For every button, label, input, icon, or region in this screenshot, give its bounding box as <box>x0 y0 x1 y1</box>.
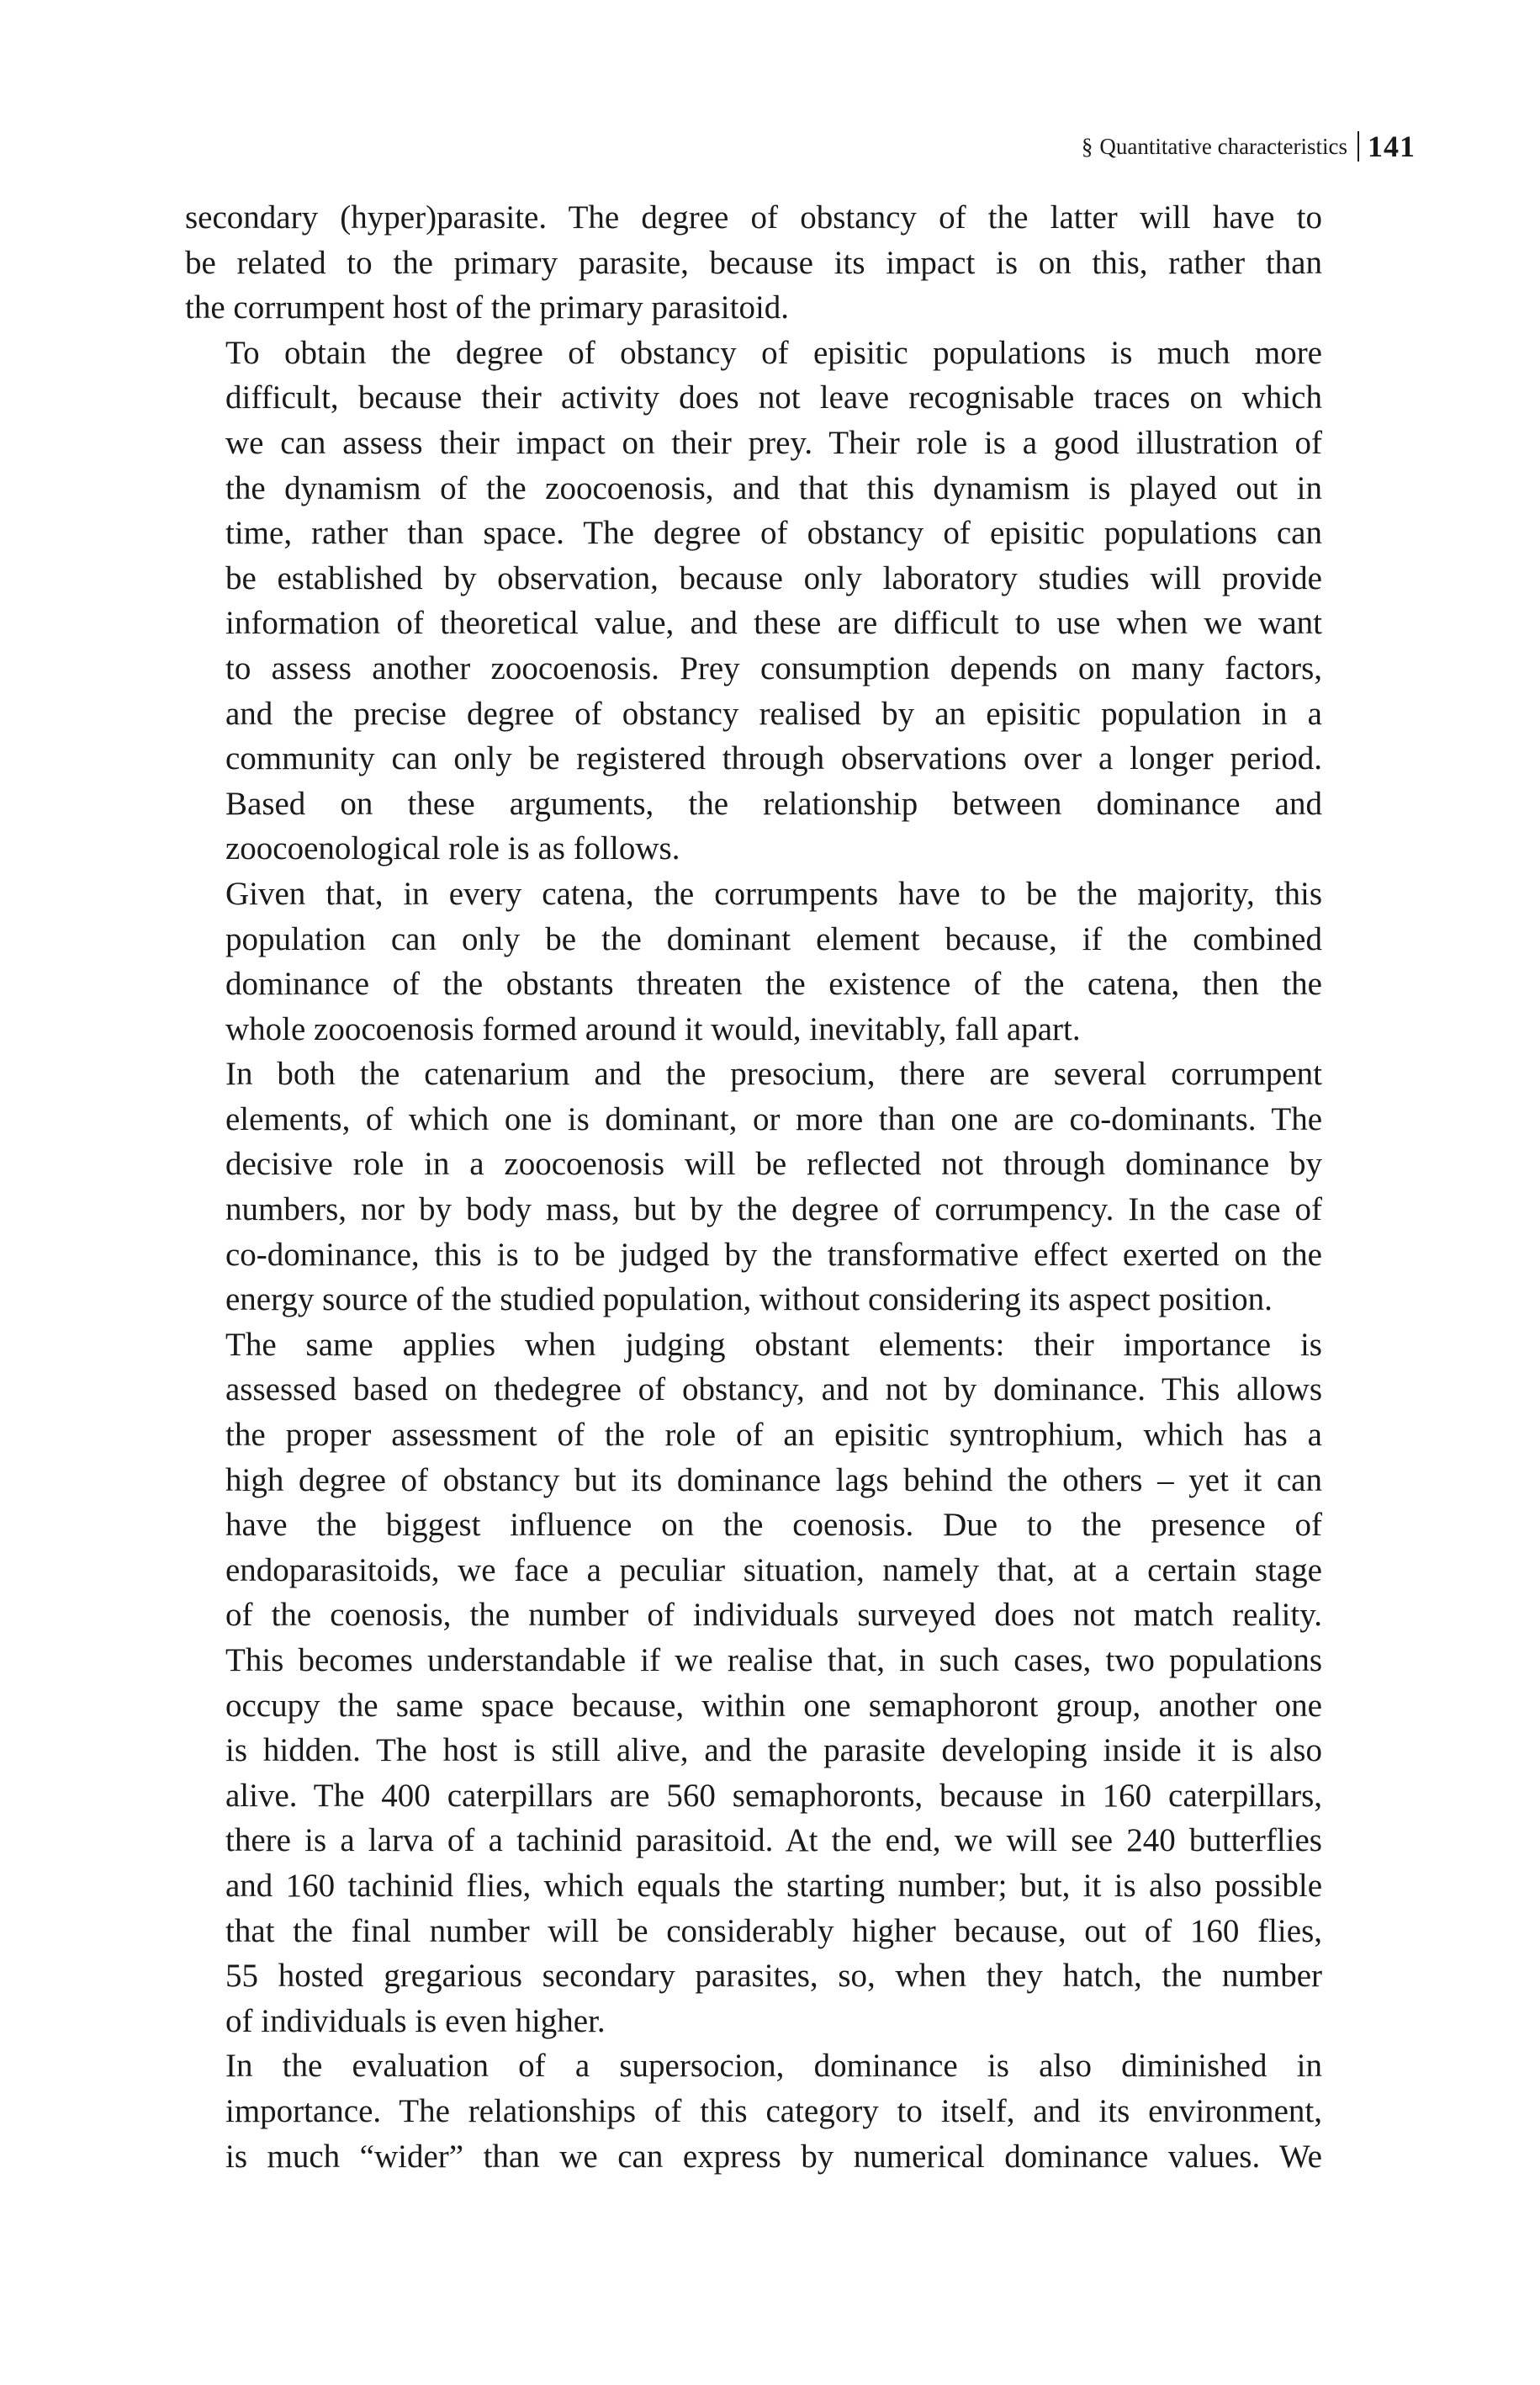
text-line: population can only be the dominant element because, if the combined <box>225 920 1322 957</box>
text-line: Given that, in every catena, the corrumpents have to be the majority, this <box>225 875 1322 912</box>
section-mark: § <box>1081 134 1093 159</box>
text-line: decisive role in a zoocoenosis will be reflected not through dominance by <box>225 1146 1322 1183</box>
text-line: difficult, because their activity does not leave recognisable traces on which <box>225 379 1322 416</box>
text-line: time, rather than space. The degree of obstancy of episitic populations can <box>225 515 1322 552</box>
text-line: 55 hosted gregarious secondary parasites, so, when they hatch, the number <box>225 1958 1322 1995</box>
text-line: of individuals is even higher. <box>225 2002 606 2039</box>
text-line: Based on these arguments, the relationship between dominance and <box>225 785 1322 822</box>
body-text <box>185 195 1322 2179</box>
page-number: 141 <box>1368 130 1416 163</box>
paragraph <box>185 1322 1322 2044</box>
text-line: we can assess their impact on their prey. Their role is a good illustration of <box>225 424 1322 461</box>
text-line: community can only be registered through observations over a longer period. <box>225 740 1322 777</box>
text-line: high degree of obstancy but its dominance lags behind the others – yet it can <box>225 1461 1322 1498</box>
text-line: This becomes understandable if we realise that, in such cases, two populations <box>225 1642 1322 1678</box>
paragraph <box>185 2043 1322 2179</box>
text-line: In both the catenarium and the presocium, there are several corrumpent <box>225 1056 1322 1093</box>
text-line: and 160 tachinid flies, which equals the starting number; but, it is also possible <box>225 1867 1322 1904</box>
paragraph <box>185 195 1322 331</box>
text-line: have the biggest influence on the coenosis. Due to the presence of <box>225 1507 1322 1544</box>
text-line: is hidden. The host is still alive, and the parasite developing inside it is also <box>225 1732 1322 1769</box>
text-line: there is a larva of a tachinid parasitoid. At the end, we will see 240 butterflies <box>225 1822 1322 1859</box>
text-line: is much “wider” than we can express by numerical dominance values. We <box>225 2138 1322 2175</box>
text-line: occupy the same space because, within one semaphoront group, another one <box>225 1687 1322 1724</box>
text-line: alive. The 400 caterpillars are 560 semaphoronts, because in 160 caterpillars, <box>225 1777 1322 1814</box>
text-line: the corrumpent host of the primary parasitoid. <box>185 289 790 326</box>
text-line: information of theoretical value, and these are difficult to use when we want <box>225 605 1322 642</box>
header-divider <box>1357 131 1359 162</box>
paragraph <box>185 1052 1322 1322</box>
text-line: and the precise degree of obstancy realised by an episitic population in a <box>225 695 1322 732</box>
text-line: elements, of which one is dominant, or more than one are co-dominants. The <box>225 1100 1322 1137</box>
text-line: dominance of the obstants threaten the existence of the catena, then the <box>225 966 1322 1003</box>
running-header <box>1082 125 1416 168</box>
text-line: energy source of the studied population, without considering its aspect position. <box>225 1281 1273 1318</box>
running-title: Quantitative characteristics <box>1099 134 1347 159</box>
paragraph <box>185 331 1322 872</box>
text-line: the dynamism of the zoocoenosis, and that this dynamism is played out in <box>225 469 1322 506</box>
text-line: In the evaluation of a supersocion, dominance is also diminished in <box>225 2048 1322 2085</box>
text-line: importance. The relationships of this category to itself, and its environment, <box>225 2092 1322 2129</box>
text-line: To obtain the degree of obstancy of episitic populations is much more <box>225 334 1322 371</box>
text-line: endoparasitoids, we face a peculiar situation, namely that, at a certain stage <box>225 1551 1322 1588</box>
text-line: assessed based on thedegree of obstancy, and not by dominance. This allows <box>225 1371 1322 1408</box>
text-line: that the final number will be considerably higher because, out of 160 flies, <box>225 1912 1322 1949</box>
text-line: be established by observation, because only laboratory studies will provide <box>225 559 1322 596</box>
text-line: numbers, nor by body mass, but by the degree of corrumpency. In the case of <box>225 1191 1322 1228</box>
paragraph <box>185 872 1322 1052</box>
text-line: co-dominance, this is to be judged by the transformative effect exerted on the <box>225 1236 1322 1273</box>
text-line: of the coenosis, the number of individuals surveyed does not match reality. <box>225 1597 1322 1634</box>
text-line: zoocoenological role is as follows. <box>225 830 680 867</box>
text-line: whole zoocoenosis formed around it would, inevitably, fall apart. <box>225 1010 1081 1047</box>
text-line: be related to the primary parasite, because its impact is on this, rather than <box>185 244 1322 281</box>
text-line: the proper assessment of the role of an episitic syntrophium, which has a <box>225 1417 1322 1454</box>
text-line: The same applies when judging obstant elements: their importance is <box>225 1326 1322 1363</box>
text-line: to assess another zoocoenosis. Prey consumption depends on many factors, <box>225 649 1322 686</box>
text-line: secondary (hyper)parasite. The degree of obstancy of the latter will have to <box>185 199 1322 236</box>
